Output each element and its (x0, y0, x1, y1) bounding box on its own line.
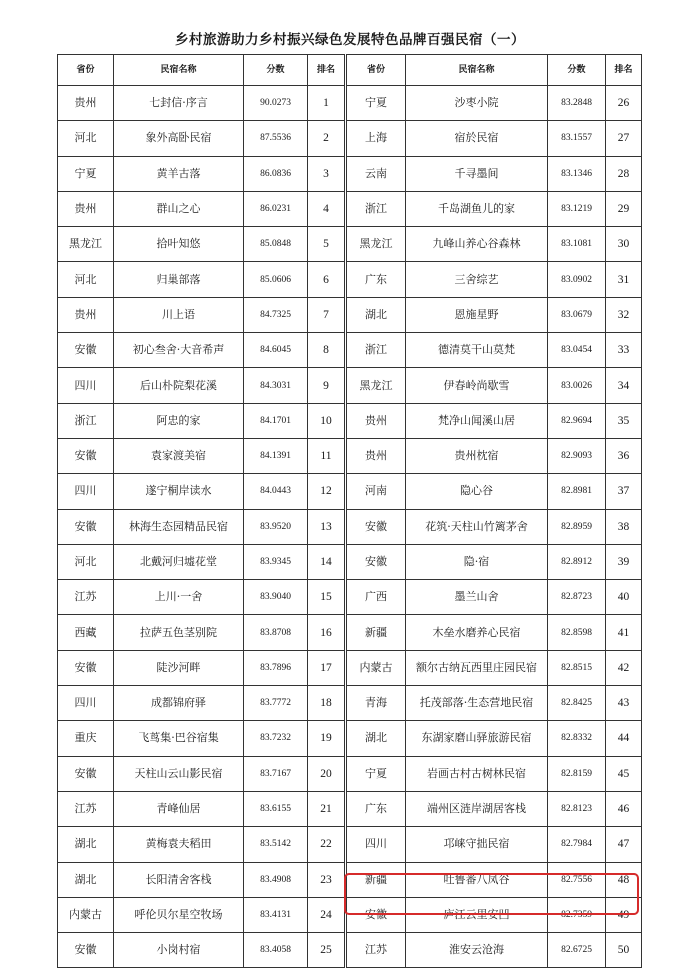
cell-score: 86.0231 (244, 191, 308, 226)
cell-rank: 28 (606, 156, 642, 191)
table-row (58, 650, 642, 685)
cell-name: 庐江云里安凹 (406, 897, 548, 932)
cell-score: 84.0443 (244, 474, 308, 509)
cell-rank: 34 (606, 368, 642, 403)
cell-rank: 5 (308, 227, 346, 262)
cell-province: 河北 (58, 544, 114, 579)
ranking-table (57, 54, 642, 968)
cell-province: 河北 (58, 121, 114, 156)
cell-rank: 4 (308, 191, 346, 226)
cell-province: 新疆 (346, 615, 406, 650)
cell-province: 青海 (346, 686, 406, 721)
cell-province: 新疆 (346, 862, 406, 897)
cell-province: 四川 (58, 474, 114, 509)
cell-rank: 40 (606, 580, 642, 615)
cell-rank: 18 (308, 686, 346, 721)
cell-name: 东湖家磨山驿旅游民宿 (406, 721, 548, 756)
table-row (58, 791, 642, 826)
table-row (58, 474, 642, 509)
cell-name: 归巢部落 (114, 262, 244, 297)
cell-name: 象外高卧民宿 (114, 121, 244, 156)
cell-rank: 33 (606, 333, 642, 368)
cell-score: 84.1701 (244, 403, 308, 438)
cell-rank: 32 (606, 297, 642, 332)
cell-rank: 17 (308, 650, 346, 685)
cell-rank: 30 (606, 227, 642, 262)
cell-rank: 1 (308, 86, 346, 121)
cell-name: 邛崃守拙民宿 (406, 827, 548, 862)
cell-rank: 23 (308, 862, 346, 897)
cell-province: 安徽 (346, 544, 406, 579)
cell-province: 浙江 (346, 333, 406, 368)
cell-name: 长阳清舍客栈 (114, 862, 244, 897)
cell-rank: 22 (308, 827, 346, 862)
cell-rank: 2 (308, 121, 346, 156)
cell-name: 林海生态园精品民宿 (114, 509, 244, 544)
table-row (58, 121, 642, 156)
cell-rank: 50 (606, 933, 642, 968)
header-province: 省份 (58, 55, 114, 86)
cell-province: 湖北 (346, 721, 406, 756)
cell-province: 贵州 (58, 86, 114, 121)
cell-score: 82.8598 (548, 615, 606, 650)
cell-province: 云南 (346, 156, 406, 191)
cell-name: 阿忠的家 (114, 403, 244, 438)
cell-rank: 7 (308, 297, 346, 332)
cell-rank: 48 (606, 862, 642, 897)
cell-score: 83.4908 (244, 862, 308, 897)
cell-province: 江苏 (58, 580, 114, 615)
cell-province: 宁夏 (346, 86, 406, 121)
cell-rank: 26 (606, 86, 642, 121)
cell-name: 拾叶知悠 (114, 227, 244, 262)
cell-rank: 13 (308, 509, 346, 544)
cell-province: 安徽 (58, 933, 114, 968)
cell-name: 小岗村宿 (114, 933, 244, 968)
table-row (58, 721, 642, 756)
cell-province: 广东 (346, 791, 406, 826)
cell-rank: 25 (308, 933, 346, 968)
cell-name: 德清莫干山莫梵 (406, 333, 548, 368)
cell-name: 遂宁桐岸读水 (114, 474, 244, 509)
cell-province: 安徽 (58, 756, 114, 791)
cell-score: 84.7325 (244, 297, 308, 332)
cell-province: 内蒙古 (346, 650, 406, 685)
cell-province: 内蒙古 (58, 897, 114, 932)
cell-score: 83.4131 (244, 897, 308, 932)
cell-score: 82.8515 (548, 650, 606, 685)
cell-score: 85.0606 (244, 262, 308, 297)
cell-rank: 29 (606, 191, 642, 226)
table-row (58, 615, 642, 650)
cell-score: 82.9694 (548, 403, 606, 438)
cell-score: 83.8708 (244, 615, 308, 650)
cell-name: 七封信·序言 (114, 86, 244, 121)
cell-score: 83.1557 (548, 121, 606, 156)
cell-name: 恩施星野 (406, 297, 548, 332)
table-row (58, 438, 642, 473)
cell-rank: 3 (308, 156, 346, 191)
cell-name: 吐鲁番八凤谷 (406, 862, 548, 897)
header-score: 分数 (548, 55, 606, 86)
cell-province: 黑龙江 (346, 227, 406, 262)
cell-score: 83.0679 (548, 297, 606, 332)
cell-province: 广东 (346, 262, 406, 297)
cell-province: 宁夏 (346, 756, 406, 791)
cell-province: 四川 (346, 827, 406, 862)
cell-rank: 9 (308, 368, 346, 403)
cell-score: 83.2848 (548, 86, 606, 121)
cell-name: 梵净山闻溪山居 (406, 403, 548, 438)
cell-province: 安徽 (346, 509, 406, 544)
table-header-row (58, 55, 642, 86)
cell-score: 83.7896 (244, 650, 308, 685)
cell-rank: 14 (308, 544, 346, 579)
cell-score: 82.8981 (548, 474, 606, 509)
cell-province: 湖北 (346, 297, 406, 332)
cell-rank: 19 (308, 721, 346, 756)
table-row (58, 333, 642, 368)
cell-name: 天柱山云山影民宿 (114, 756, 244, 791)
cell-name: 沙枣小院 (406, 86, 548, 121)
cell-score: 82.6725 (548, 933, 606, 968)
cell-province: 宁夏 (58, 156, 114, 191)
cell-score: 83.0902 (548, 262, 606, 297)
cell-score: 85.0848 (244, 227, 308, 262)
cell-province: 河南 (346, 474, 406, 509)
cell-name: 青峰仙居 (114, 791, 244, 826)
cell-name: 成都锦府驿 (114, 686, 244, 721)
cell-score: 82.8912 (548, 544, 606, 579)
cell-rank: 38 (606, 509, 642, 544)
cell-province: 贵州 (346, 438, 406, 473)
cell-province: 贵州 (58, 297, 114, 332)
cell-score: 83.1219 (548, 191, 606, 226)
table-row (58, 403, 642, 438)
header-name: 民宿名称 (114, 55, 244, 86)
cell-province: 贵州 (346, 403, 406, 438)
cell-score: 86.0836 (244, 156, 308, 191)
table-row (58, 86, 642, 121)
cell-province: 浙江 (58, 403, 114, 438)
cell-rank: 39 (606, 544, 642, 579)
cell-name: 川上语 (114, 297, 244, 332)
cell-score: 83.0026 (548, 368, 606, 403)
cell-province: 河北 (58, 262, 114, 297)
cell-province: 浙江 (346, 191, 406, 226)
cell-score: 83.5142 (244, 827, 308, 862)
table-row (58, 544, 642, 579)
document-title: 乡村旅游助力乡村振兴绿色发展特色品牌百强民宿（一） (175, 32, 525, 48)
header-province: 省份 (346, 55, 406, 86)
cell-score: 82.7984 (548, 827, 606, 862)
cell-rank: 46 (606, 791, 642, 826)
cell-rank: 31 (606, 262, 642, 297)
cell-score: 83.7772 (244, 686, 308, 721)
cell-rank: 36 (606, 438, 642, 473)
cell-name: 飞茑集·巴谷宿集 (114, 721, 244, 756)
table-row (58, 933, 642, 968)
cell-province: 四川 (58, 686, 114, 721)
cell-rank: 43 (606, 686, 642, 721)
cell-name: 呼伦贝尔星空牧场 (114, 897, 244, 932)
cell-rank: 12 (308, 474, 346, 509)
cell-score: 83.4058 (244, 933, 308, 968)
cell-province: 安徽 (58, 509, 114, 544)
cell-rank: 20 (308, 756, 346, 791)
cell-name: 花筑·天柱山竹篱茅舍 (406, 509, 548, 544)
cell-score: 82.7556 (548, 862, 606, 897)
table-row (58, 509, 642, 544)
cell-score: 82.8959 (548, 509, 606, 544)
cell-rank: 8 (308, 333, 346, 368)
header-rank: 排名 (606, 55, 642, 86)
cell-name: 黄羊古落 (114, 156, 244, 191)
cell-province: 西藏 (58, 615, 114, 650)
cell-province: 贵州 (58, 191, 114, 226)
cell-province: 四川 (58, 368, 114, 403)
cell-name: 拉萨五色茎别院 (114, 615, 244, 650)
cell-rank: 11 (308, 438, 346, 473)
cell-rank: 35 (606, 403, 642, 438)
cell-rank: 45 (606, 756, 642, 791)
cell-name: 额尔古纳瓦西里庄园民宿 (406, 650, 548, 685)
cell-score: 83.1346 (548, 156, 606, 191)
cell-rank: 10 (308, 403, 346, 438)
cell-score: 83.9040 (244, 580, 308, 615)
cell-score: 83.7167 (244, 756, 308, 791)
table-row (58, 580, 642, 615)
cell-score: 82.8123 (548, 791, 606, 826)
header-score: 分数 (244, 55, 308, 86)
cell-score: 84.1391 (244, 438, 308, 473)
cell-score: 83.6155 (244, 791, 308, 826)
table-row (58, 227, 642, 262)
table-row (58, 756, 642, 791)
cell-rank: 15 (308, 580, 346, 615)
cell-name: 伊春岭尚歇雪 (406, 368, 548, 403)
cell-province: 安徽 (346, 897, 406, 932)
cell-rank: 42 (606, 650, 642, 685)
cell-score: 83.9345 (244, 544, 308, 579)
cell-province: 安徽 (58, 650, 114, 685)
cell-name: 黄梅袁夫稻田 (114, 827, 244, 862)
cell-province: 重庆 (58, 721, 114, 756)
cell-score: 82.8332 (548, 721, 606, 756)
cell-rank: 47 (606, 827, 642, 862)
cell-name: 宿於民宿 (406, 121, 548, 156)
cell-province: 湖北 (58, 862, 114, 897)
cell-score: 82.8159 (548, 756, 606, 791)
cell-province: 黑龙江 (346, 368, 406, 403)
cell-score: 84.6045 (244, 333, 308, 368)
cell-rank: 6 (308, 262, 346, 297)
header-name: 民宿名称 (406, 55, 548, 86)
cell-rank: 44 (606, 721, 642, 756)
cell-name: 岩画古村古树林民宿 (406, 756, 548, 791)
cell-name: 后山朴院梨花溪 (114, 368, 244, 403)
cell-score: 90.0273 (244, 86, 308, 121)
cell-name: 木垒水磨养心民宿 (406, 615, 548, 650)
header-rank: 排名 (308, 55, 346, 86)
cell-score: 82.7359 (548, 897, 606, 932)
cell-name: 上川·一舍 (114, 580, 244, 615)
cell-score: 83.7232 (244, 721, 308, 756)
cell-rank: 41 (606, 615, 642, 650)
cell-name: 九峰山养心谷森林 (406, 227, 548, 262)
table-row (58, 156, 642, 191)
cell-name: 墨兰山舍 (406, 580, 548, 615)
table-row (58, 368, 642, 403)
cell-rank: 24 (308, 897, 346, 932)
cell-province: 湖北 (58, 827, 114, 862)
table-row (58, 262, 642, 297)
cell-score: 83.1081 (548, 227, 606, 262)
cell-rank: 16 (308, 615, 346, 650)
cell-score: 82.8723 (548, 580, 606, 615)
cell-province: 江苏 (58, 791, 114, 826)
table-row (58, 191, 642, 226)
highlight-box (344, 873, 639, 915)
cell-score: 82.9093 (548, 438, 606, 473)
cell-name: 陡沙河畔 (114, 650, 244, 685)
cell-name: 袁家渡美宿 (114, 438, 244, 473)
cell-name: 千岛湖鱼儿的家 (406, 191, 548, 226)
cell-score: 87.5536 (244, 121, 308, 156)
cell-name: 贵州枕宿 (406, 438, 548, 473)
cell-name: 端州区涟岸湖居客栈 (406, 791, 548, 826)
cell-name: 群山之心 (114, 191, 244, 226)
cell-rank: 49 (606, 897, 642, 932)
cell-score: 84.3031 (244, 368, 308, 403)
cell-rank: 37 (606, 474, 642, 509)
cell-rank: 21 (308, 791, 346, 826)
cell-province: 广西 (346, 580, 406, 615)
cell-name: 隐·宿 (406, 544, 548, 579)
cell-province: 安徽 (58, 438, 114, 473)
cell-name: 托茂部落·生态营地民宿 (406, 686, 548, 721)
cell-rank: 27 (606, 121, 642, 156)
cell-name: 淮安云沧海 (406, 933, 548, 968)
cell-province: 江苏 (346, 933, 406, 968)
cell-name: 初心叁舍·大音希声 (114, 333, 244, 368)
cell-score: 82.8425 (548, 686, 606, 721)
cell-name: 三舍综艺 (406, 262, 548, 297)
cell-province: 黑龙江 (58, 227, 114, 262)
table-row (58, 827, 642, 862)
cell-province: 安徽 (58, 333, 114, 368)
cell-province: 上海 (346, 121, 406, 156)
table-row (58, 297, 642, 332)
cell-name: 隐心谷 (406, 474, 548, 509)
cell-name: 北戴河归墟花堂 (114, 544, 244, 579)
table-row (58, 686, 642, 721)
cell-score: 83.9520 (244, 509, 308, 544)
cell-score: 83.0454 (548, 333, 606, 368)
cell-name: 千寻墨间 (406, 156, 548, 191)
